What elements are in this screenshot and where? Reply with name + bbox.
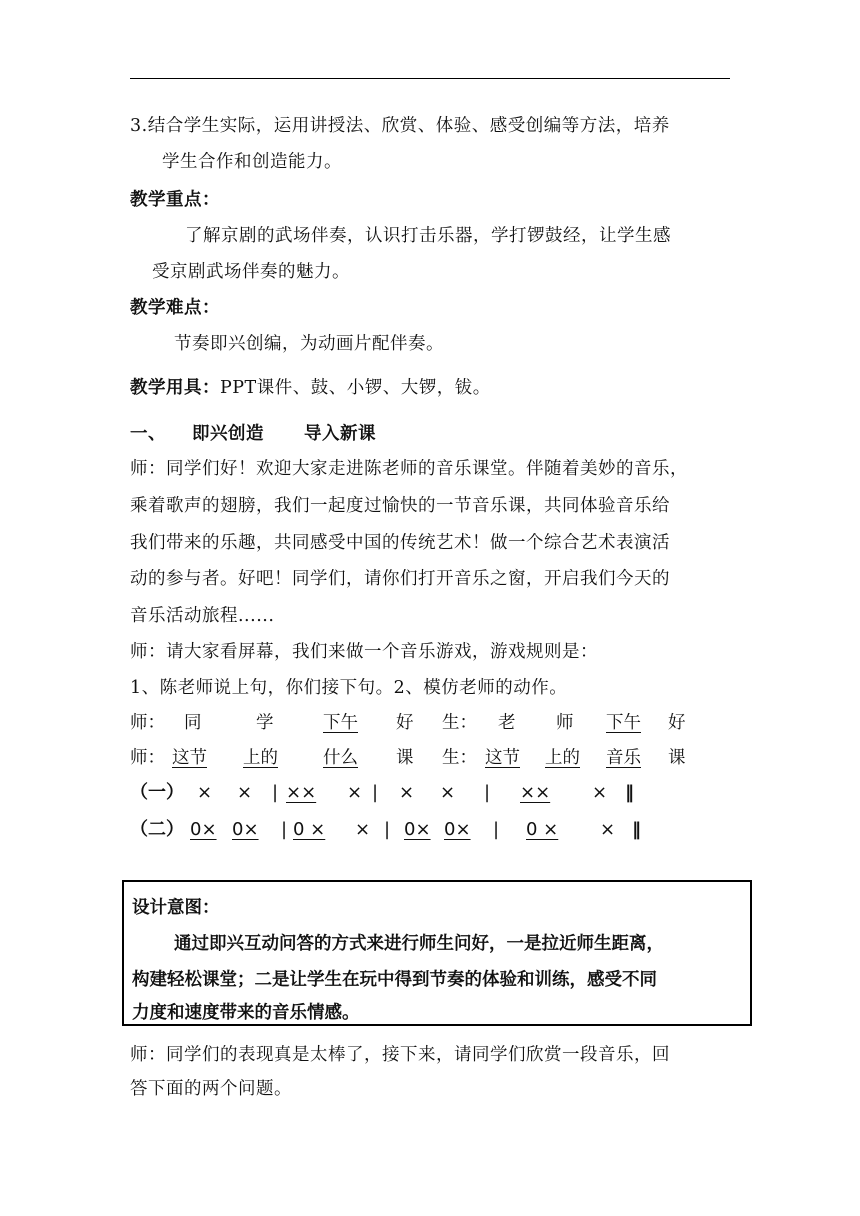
call-word: 上的 bbox=[243, 748, 278, 768]
teacher-intro-line-1: 师：同学们好！欢迎大家走进陈老师的音乐课堂。伴随着美妙的音乐， bbox=[130, 459, 688, 479]
closing-line-2: 答下面的两个问题。 bbox=[130, 1079, 292, 1099]
section-1-heading bbox=[130, 422, 740, 446]
teacher-label: 师： bbox=[130, 713, 165, 733]
call-word: 学 bbox=[256, 713, 274, 733]
rhythm-note: × bbox=[347, 782, 363, 803]
call-word: 什么 bbox=[323, 748, 358, 768]
teacher-intro-line-3: 我们带来的乐趣，共同感受中国的传统艺术！做一个综合艺术表演活 bbox=[130, 533, 670, 553]
design-box-line-2: 构建轻松课堂；二是让学生在玩中得到节奏的体验和训练，感受不同 bbox=[132, 970, 657, 990]
end-bar-line: ‖ bbox=[632, 819, 641, 840]
bar-line: | bbox=[484, 782, 491, 803]
bar-line: | bbox=[272, 782, 279, 803]
rhythm-note: 0 × bbox=[293, 819, 326, 840]
tools-text: PPT课件、鼓、小锣、大锣，钹。 bbox=[220, 378, 491, 398]
rhythm-note: 0 × bbox=[526, 819, 559, 840]
bar-line: | bbox=[384, 819, 391, 840]
difficulties-line-1: 节奏即兴创编，为动画片配伴奏。 bbox=[174, 334, 444, 354]
section-1-title-2: 导入新课 bbox=[304, 424, 376, 444]
design-box-heading: 设计意图： bbox=[132, 898, 220, 918]
response-word: 师 bbox=[556, 713, 574, 733]
rhythm-note: 0× bbox=[444, 819, 471, 840]
design-box-line-1: 通过即兴互动问答的方式来进行师生问好，一是拉近师生距离， bbox=[174, 934, 664, 954]
game-intro-line: 师：请大家看屏幕，我们来做一个音乐游戏，游戏规则是： bbox=[130, 642, 598, 662]
call-word: 下午 bbox=[323, 713, 358, 733]
key-points-line-2: 受京剧武场伴奏的魅力。 bbox=[152, 262, 350, 282]
call-word: 同 bbox=[184, 713, 202, 733]
rhythm-note: 0× bbox=[190, 819, 217, 840]
call-word: 这节 bbox=[172, 748, 207, 768]
response-word: 好 bbox=[668, 713, 686, 733]
rhythm-label: （二） bbox=[130, 819, 184, 840]
closing-line-1: 师：同学们的表现真是太棒了，接下来，请同学们欣赏一段音乐，回 bbox=[130, 1045, 670, 1065]
call-word: 课 bbox=[396, 748, 414, 768]
rhythm-note: 0× bbox=[232, 819, 259, 840]
rhythm-note: × bbox=[399, 782, 415, 803]
rhythm-label: （一） bbox=[130, 782, 184, 803]
rhythm-note: 0× bbox=[404, 819, 431, 840]
response-word: 下午 bbox=[606, 713, 641, 733]
section-1-number: 一、 bbox=[130, 424, 166, 444]
rhythm-note: × bbox=[197, 782, 213, 803]
rhythm-note: × bbox=[237, 782, 253, 803]
bar-line: | bbox=[493, 819, 500, 840]
end-bar-line: ‖ bbox=[625, 782, 634, 803]
student-label: 生： bbox=[442, 748, 477, 768]
objective-3-line-2: 学生合作和创造能力。 bbox=[162, 152, 342, 172]
tools-line bbox=[130, 376, 740, 400]
section-1-title-1: 即兴创造 bbox=[192, 424, 264, 444]
response-word: 上的 bbox=[545, 748, 580, 768]
teacher-label: 师： bbox=[130, 748, 165, 768]
teacher-intro-line-5: 音乐活动旅程...... bbox=[130, 606, 275, 626]
student-label: 生： bbox=[442, 713, 477, 733]
response-word: 课 bbox=[668, 748, 686, 768]
tools-heading: 教学用具： bbox=[130, 378, 220, 398]
design-box-line-3: 力度和速度带来的音乐情感。 bbox=[132, 1003, 360, 1023]
rhythm-note: ×× bbox=[286, 782, 317, 803]
teacher-intro-line-4: 动的参与者。好吧！同学们，请你们打开音乐之窗，开启我们今天的 bbox=[130, 569, 670, 589]
objective-3-line-1: 3.结合学生实际，运用讲授法、欣赏、体验、感受创编等方法，培养 bbox=[130, 116, 670, 136]
key-points-heading: 教学重点： bbox=[130, 190, 220, 210]
response-word: 老 bbox=[498, 713, 516, 733]
teacher-intro-line-2: 乘着歌声的翅膀，我们一起度过愉快的一节音乐课，共同体验音乐给 bbox=[130, 496, 670, 516]
rhythm-note: × bbox=[600, 819, 616, 840]
rhythm-note: ×× bbox=[520, 782, 551, 803]
rhythm-note: × bbox=[592, 782, 608, 803]
design-intention-box bbox=[122, 880, 752, 1026]
rhythm-note: × bbox=[355, 819, 371, 840]
response-word: 音乐 bbox=[606, 748, 641, 768]
response-word: 这节 bbox=[485, 748, 520, 768]
rhythm-note: × bbox=[440, 782, 456, 803]
bar-line: | bbox=[372, 782, 379, 803]
call-word: 好 bbox=[396, 713, 414, 733]
key-points-line-1: 了解京剧的武场伴奏，认识打击乐器，学打锣鼓经，让学生感 bbox=[185, 226, 671, 246]
difficulties-heading: 教学难点： bbox=[130, 298, 220, 318]
rules-line: 1、陈老师说上句，你们接下句。2、模仿老师的动作。 bbox=[130, 678, 568, 698]
bar-line: | bbox=[281, 819, 288, 840]
header-rule bbox=[130, 78, 730, 79]
